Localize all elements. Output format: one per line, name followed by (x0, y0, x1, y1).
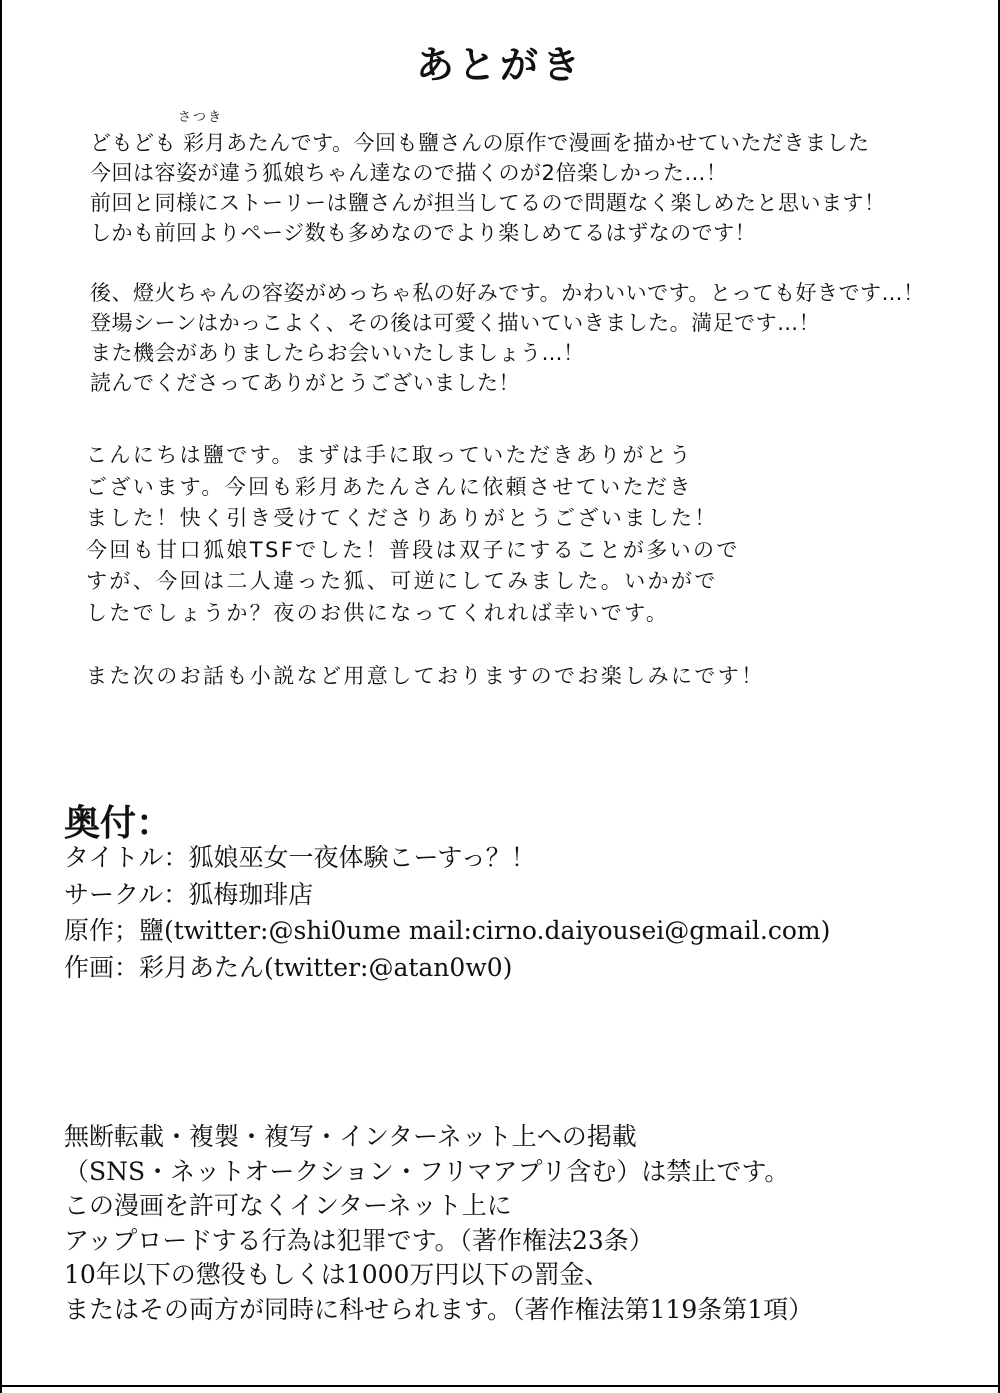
shio-line: したでしょうか？夜のお供になってくれれば幸いです。 (86, 600, 670, 625)
copyright-notice (64, 1120, 813, 1327)
atan-line: どもども 彩月あたんです。今回も鹽さんの原作で漫画を描かせていただきました (90, 131, 870, 155)
colophon-title-line: タイトル：狐娘巫女一夜体験こーすっ？！ (64, 843, 536, 872)
shio-line: すが、今回は二人違った狐、可逆にしてみました。いかがで (86, 569, 718, 594)
notice-line: （SNS・ネットオークション・フリマアプリ含む）は禁止です。 (64, 1156, 790, 1186)
shio-line: また次のお話も小説など用意しておりますのでお楽しみにです！ (86, 664, 765, 689)
colophon-heading: 奥付： (64, 802, 173, 844)
colophon-circle-line: サークル：狐梅珈琲店 (64, 879, 314, 909)
page-bottom-border (0, 1385, 1000, 1387)
atan-line (90, 248, 925, 278)
colophon-author-line: 原作；鹽(twitter:@shi0ume mail:cirno.daiyousei@gmail.com) (64, 916, 831, 945)
colophon-details (64, 840, 830, 986)
shio-line: 今回も甘口狐娘TSFでした！普段は双子にすることが多いので (86, 537, 740, 562)
notice-line: 無断転載・複製・複写・インターネット上への掲載 (64, 1122, 637, 1151)
shio-afterword (86, 440, 765, 693)
notice-line: アップロードする行為は犯罪です。（著作権法23条） (64, 1225, 654, 1255)
atan-line: 登場シーンはかっこよく、その後は可愛く描いていきました。満足です…！ (90, 311, 821, 335)
page-title: あとがき (415, 43, 584, 87)
colophon-artist-line: 作画：彩月あたん(twitter:@atan0w0) (64, 952, 513, 982)
shio-line: ました！快く引き受けてくださりありがとうございました！ (86, 506, 718, 531)
name-furigana: さつき (178, 110, 224, 125)
atan-line: 読んでくださってありがとうございました！ (90, 371, 520, 395)
notice-line: この漫画を許可なくインターネット上に (64, 1191, 512, 1220)
page-left-border (0, 0, 2, 1393)
atan-line: 後、燈火ちゃんの容姿がめっちゃ私の好みです。かわいいです。とっても好きです…！ (90, 281, 925, 305)
shio-line: ございます。今回も彩月あたんさんに依頼させていただき (86, 474, 693, 499)
atan-line: 今回は容姿が違う狐娘ちゃん達なので描くのが2倍楽しかった…！ (90, 161, 728, 185)
atan-afterword (90, 128, 925, 398)
shio-line: こんにちは鹽です。まずは手に取っていただきありがとう (86, 443, 693, 467)
atan-line: 前回と同様にストーリーは鹽さんが担当してるので問題なく楽しめたと思います！ (90, 191, 886, 215)
atan-line: しかも前回よりページ数も多めなのでより楽しめてるはずなのです！ (90, 221, 757, 245)
notice-line: 10年以下の懲役もしくは1000万円以下の罰金、 (64, 1260, 610, 1289)
notice-line: またはその両方が同時に科せられます。（著作権法第119条第1項） (64, 1294, 814, 1324)
shio-line (86, 630, 765, 662)
atan-line: また機会がありましたらお会いいたしましょう…！ (90, 341, 585, 365)
